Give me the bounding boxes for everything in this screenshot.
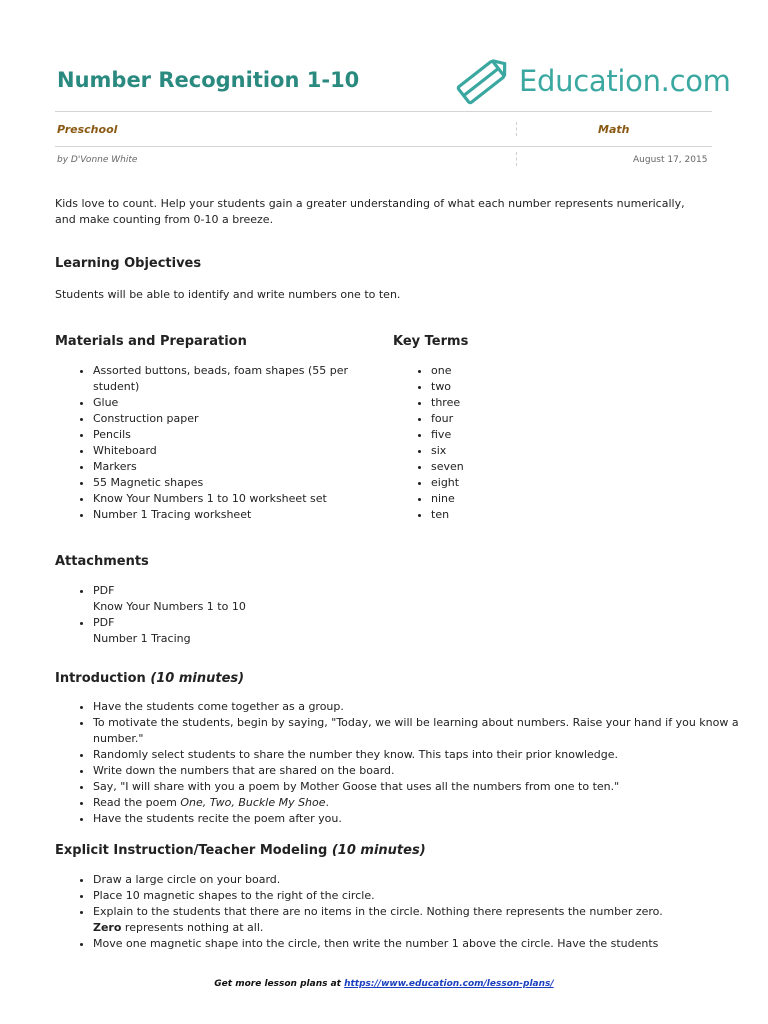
section-title: Explicit Instruction/Teacher Modeling — [55, 843, 328, 858]
explicit-instruction-heading — [55, 843, 426, 858]
list-item: • To motivate the students, begin by saying, "Today, we will be learning about numbers. Raise your hand if you know a number." — [93, 715, 758, 747]
zero-text: Explain to the students that there are no items in the circle. Nothing there represents the number zero. — [93, 905, 663, 918]
explicit-instruction-list — [55, 872, 758, 952]
list-item: • eight — [431, 475, 631, 491]
objectives-text: Students will be able to identify and write numbers one to ten. — [55, 288, 401, 301]
meta-divider — [55, 146, 712, 147]
meta-separator — [516, 122, 517, 136]
logo-text: Education.com — [519, 64, 731, 98]
page-title: Number Recognition 1-10 — [57, 68, 360, 92]
list-item: • 55 Magnetic shapes — [93, 475, 373, 491]
header-divider — [55, 111, 712, 112]
intro-text: Kids love to count. Help your students gain a greater understanding of what each number represents numerically, and make counting from 0-10 a breeze. — [55, 197, 685, 226]
attachments-heading: Attachments — [55, 554, 149, 569]
attachment-type: • PDF — [93, 616, 115, 629]
section-title: Introduction — [55, 671, 146, 686]
list-item: • ten — [431, 507, 631, 523]
subject-label: Math — [598, 123, 630, 136]
list-item: • Draw a large circle on your board. — [93, 872, 758, 888]
attachments-list — [55, 583, 493, 647]
grade-label: Preschool — [57, 123, 118, 136]
list-item: • six — [431, 443, 631, 459]
list-item: • Place 10 magnetic shapes to the right of the circle. — [93, 888, 758, 904]
publish-date: August 17, 2015 — [633, 155, 708, 165]
footer — [0, 979, 768, 989]
list-item: • Glue — [93, 395, 373, 411]
list-item: • Say, "I will share with you a poem by Mother Goose that uses all the numbers from one to ten." — [93, 779, 758, 795]
poem-suffix: . — [325, 796, 330, 809]
list-item: • Assorted buttons, beads, foam shapes (55 per student) — [93, 363, 373, 395]
list-item: • Have the students recite the poem after you. — [93, 811, 758, 827]
list-item: • one — [431, 363, 631, 379]
key-terms-heading: Key Terms — [393, 334, 469, 349]
list-item: • three — [431, 395, 631, 411]
list-item: • Have the students come together as a group. — [93, 699, 758, 715]
poem-title: One, Two, Buckle My Shoe — [180, 796, 326, 809]
introduction-heading — [55, 671, 244, 686]
zero-rest: represents nothing at all. — [121, 921, 264, 934]
list-item — [93, 795, 758, 811]
zero-bold: Zero — [93, 921, 122, 934]
list-item: • Whiteboard — [93, 443, 373, 459]
section-duration: (10 minutes) — [331, 843, 426, 858]
list-item: • Write down the numbers that are shared on the board. — [93, 763, 758, 779]
materials-list — [55, 363, 373, 523]
section-duration: (10 minutes) — [150, 671, 245, 686]
attachment-item[interactable] — [93, 583, 493, 615]
footer-text: Get more lesson plans at — [214, 979, 345, 989]
attachment-type: • PDF — [93, 584, 115, 597]
meta-separator-2 — [516, 152, 517, 166]
author: by D'Vonne White — [57, 155, 138, 165]
list-item: • nine — [431, 491, 631, 507]
attachment-link[interactable]: Number 1 Tracing — [93, 632, 191, 645]
list-item: • Construction paper — [93, 411, 373, 427]
list-item: • two — [431, 379, 631, 395]
list-item: • Pencils — [93, 427, 373, 443]
list-item: • five — [431, 427, 631, 443]
list-item: • Know Your Numbers 1 to 10 worksheet set — [93, 491, 373, 507]
list-item: • Move one magnetic shape into the circle, then write the number 1 above the circle. Have the students — [93, 936, 758, 952]
key-terms-list — [393, 363, 631, 523]
list-item: • Markers — [93, 459, 373, 475]
list-item: • four — [431, 411, 631, 427]
list-item: • Randomly select students to share the number they know. This taps into their prior knowledge. — [93, 747, 758, 763]
education-logo[interactable] — [455, 55, 731, 107]
lesson-plans-link[interactable]: https://www.education.com/lesson-plans/ — [344, 979, 554, 989]
poem-prefix: Read the poem — [93, 796, 181, 809]
list-item — [93, 904, 758, 936]
materials-heading: Materials and Preparation — [55, 334, 247, 349]
list-item: • seven — [431, 459, 631, 475]
introduction-list — [55, 699, 758, 827]
objectives-heading: Learning Objectives — [55, 256, 202, 271]
attachment-item[interactable] — [93, 615, 493, 647]
list-item: • Number 1 Tracing worksheet — [93, 507, 373, 523]
pencil-logo-icon — [455, 55, 513, 107]
attachment-link[interactable]: Know Your Numbers 1 to 10 — [93, 600, 246, 613]
